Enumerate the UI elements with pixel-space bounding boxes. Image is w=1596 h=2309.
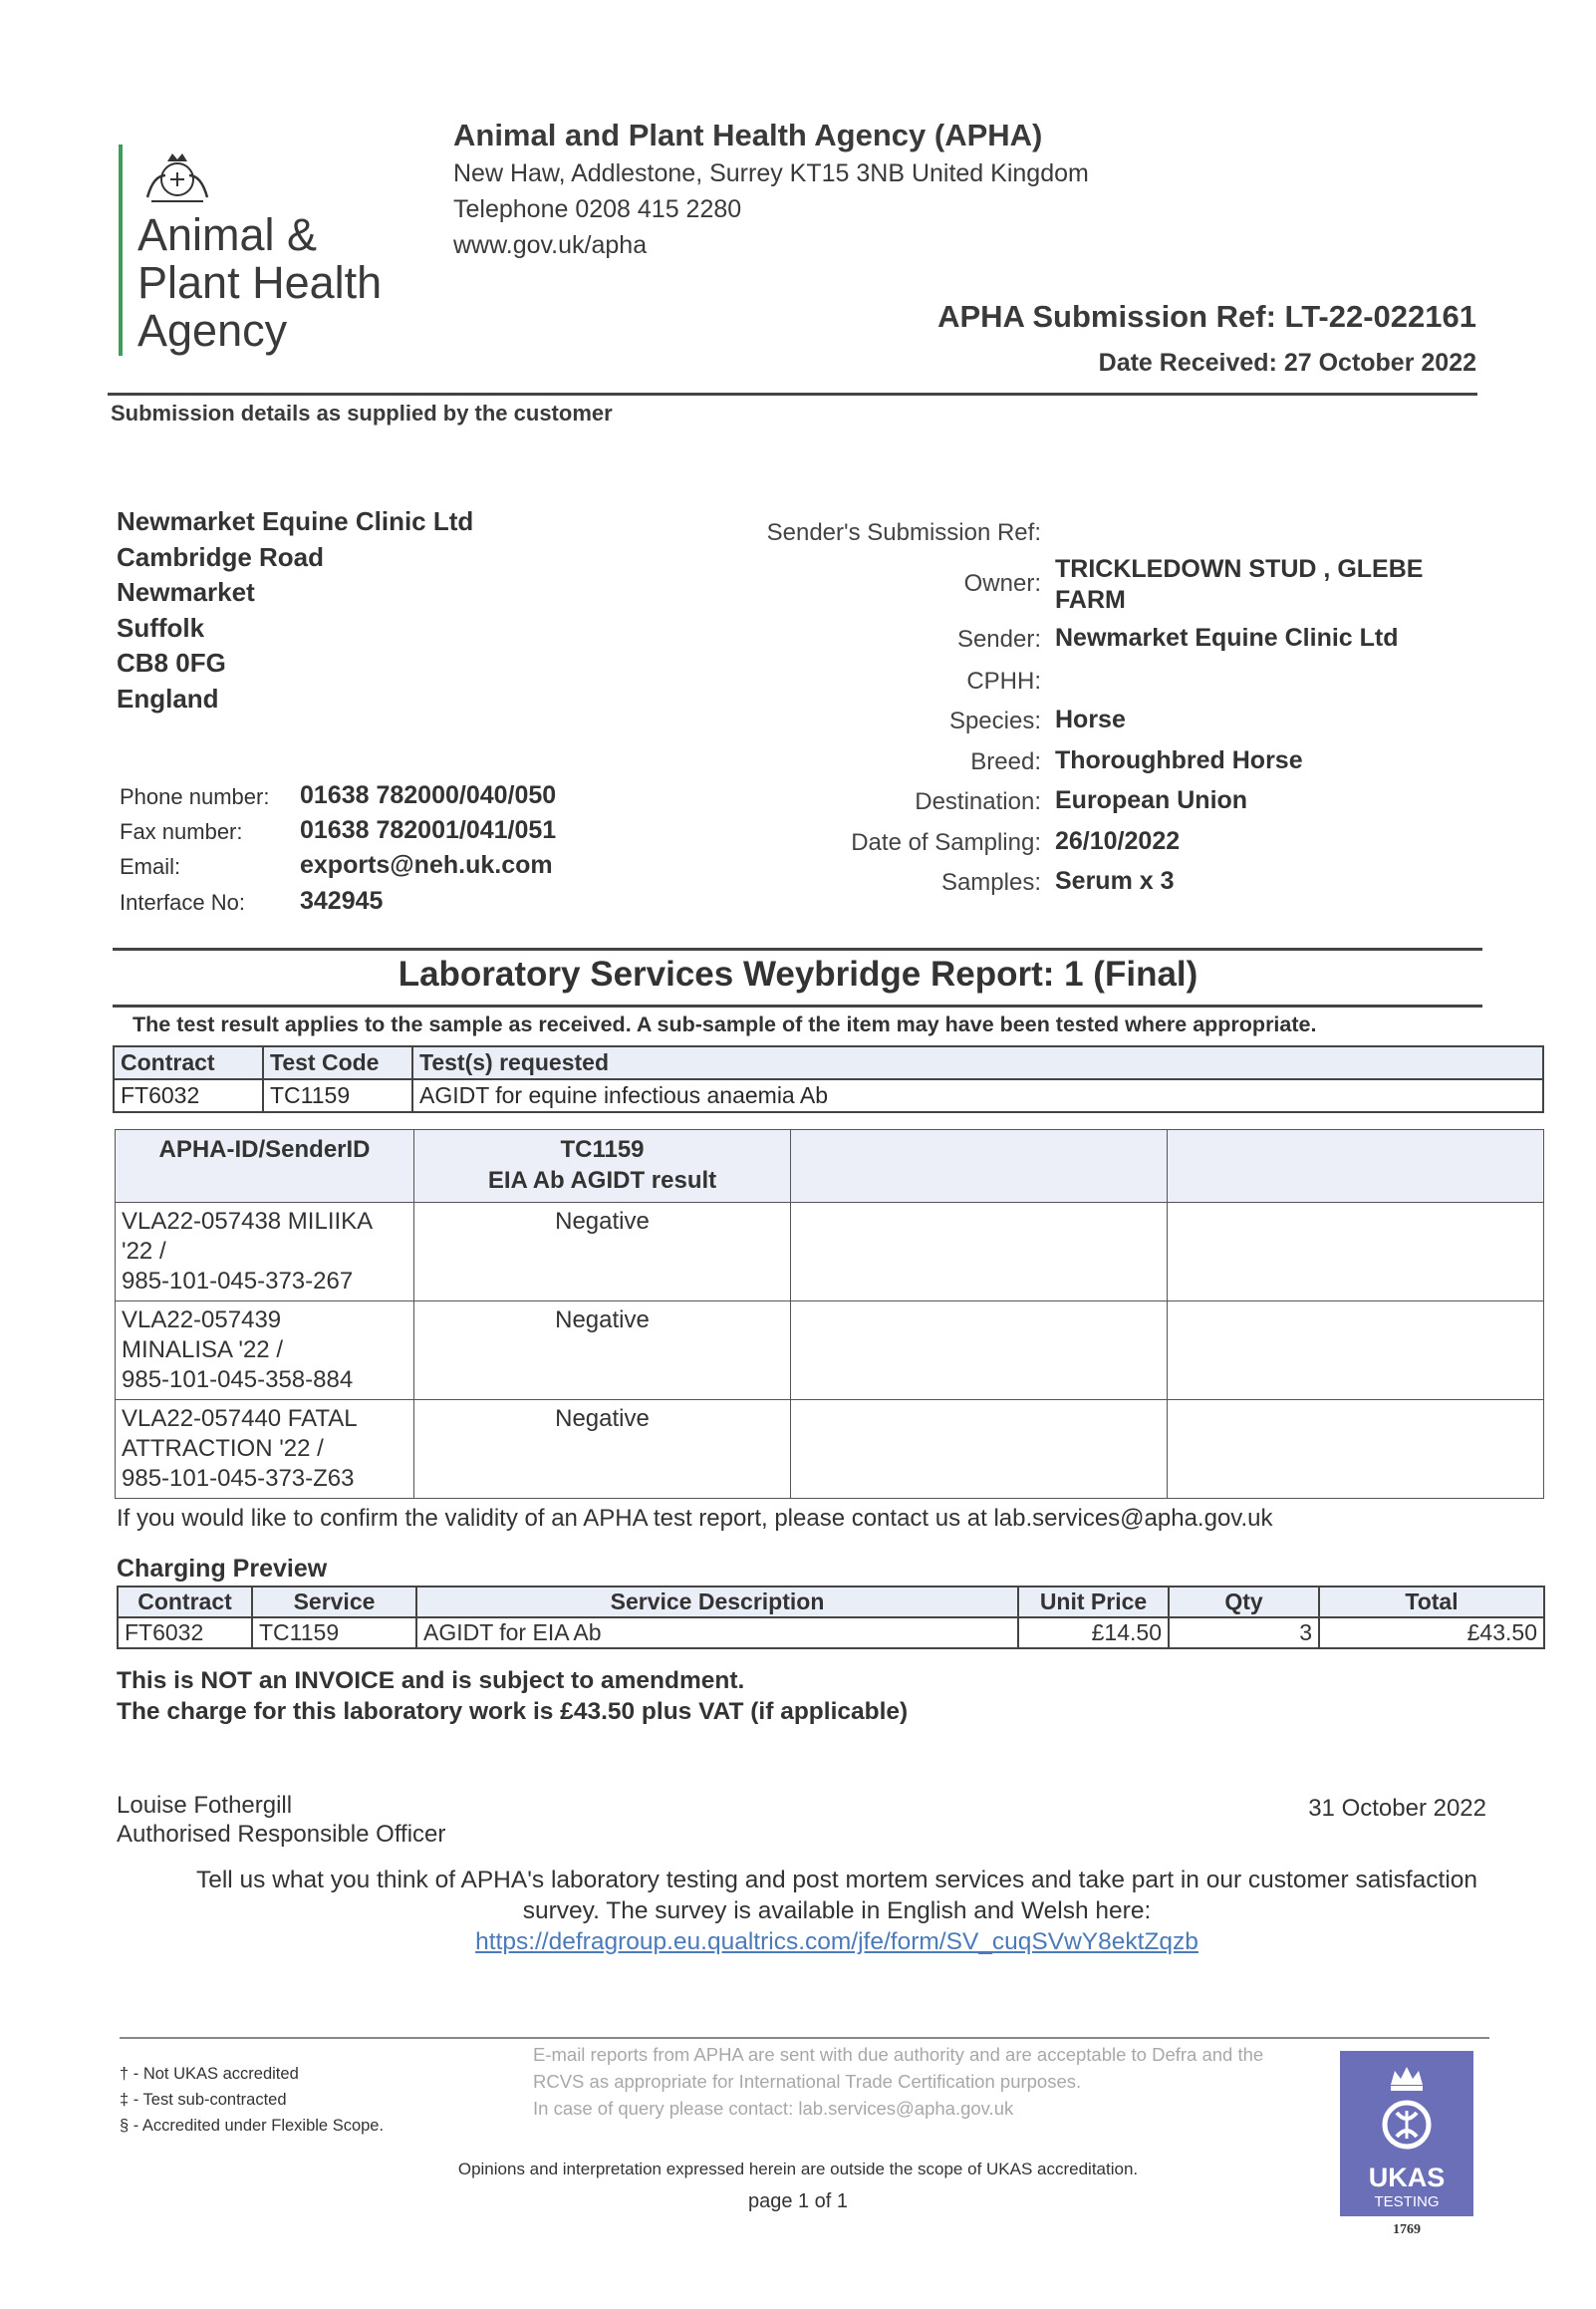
cphh-label: CPHH:: [966, 668, 1041, 695]
survey-block: [120, 1865, 1554, 1957]
sample-id-line: VLA22-057439: [122, 1306, 282, 1333]
sender-label: Sender:: [956, 626, 1041, 653]
report-divider-bottom: [113, 1005, 1482, 1008]
signoff: [117, 1791, 445, 1849]
table-header-row: [114, 1046, 1543, 1079]
interface-label: Interface No:: [120, 890, 245, 915]
result-cell: Negative: [414, 1203, 791, 1301]
table-row: [114, 1079, 1543, 1112]
sample-id-line: ATTRACTION '22 /: [122, 1435, 324, 1462]
signer-name: Louise Fothergill: [117, 1792, 293, 1819]
legend-item: § - Accredited under Flexible Scope.: [120, 2117, 385, 2135]
ukas-number: 1769: [1393, 2222, 1421, 2237]
table-header-row: [118, 1587, 1544, 1617]
sample-id-cell: [116, 1301, 414, 1400]
ukas-wordmark: UKAS: [1368, 2163, 1446, 2192]
address-line: Suffolk: [117, 612, 205, 643]
table-cell: AGIDT for EIA Ab: [416, 1617, 1018, 1648]
signer-role: Authorised Responsible Officer: [117, 1821, 446, 1848]
breed-label: Breed:: [970, 748, 1041, 775]
survey-text-line: Tell us what you think of APHA's laboratory testing and post mortem services and take part in our customer satisfaction: [195, 1867, 1478, 1893]
sample-id-line: 985-101-045-373-Z63: [122, 1465, 355, 1492]
ukas-testing-label: TESTING: [1374, 2193, 1440, 2210]
owner-value: [1055, 554, 1423, 616]
column-header: Unit Price: [1018, 1587, 1169, 1617]
sender-value: Newmarket Equine Clinic Ltd: [1055, 624, 1399, 652]
column-header: Qty: [1169, 1587, 1319, 1617]
royal-crest-icon: [137, 147, 217, 207]
invoice-note: [117, 1665, 908, 1727]
report-title: Laboratory Services Weybridge Report: 1 (Final): [398, 955, 1198, 994]
submission-ref: APHA Submission Ref: LT-22-022161: [937, 299, 1476, 334]
result-cell: Negative: [414, 1400, 791, 1499]
table-cell: TC1159: [252, 1617, 416, 1648]
logo-line-1: Animal &: [137, 209, 318, 260]
empty-cell: [1168, 1203, 1544, 1301]
column-header: Test Code: [263, 1046, 412, 1079]
table-cell: FT6032: [118, 1617, 252, 1648]
header-divider: [108, 393, 1477, 396]
address-line: CB8 0FG: [117, 648, 226, 678]
signoff-date: 31 October 2022: [1308, 1795, 1486, 1822]
logo-accent-bar: [119, 144, 123, 356]
address-line: Newmarket Equine Clinic Ltd: [117, 506, 474, 536]
species-label: Species:: [948, 708, 1041, 734]
ukas-crown-icon: [1367, 2055, 1447, 2159]
sampling-date-value: 26/10/2022: [1055, 827, 1181, 855]
invoice-note-line: The charge for this laboratory work is £43.50 plus VAT (if applicable): [117, 1698, 909, 1725]
address-line: England: [117, 683, 219, 714]
table-row: [116, 1400, 1544, 1499]
email-note-text: E-mail reports from APHA are sent with due authority and are acceptable to Defra and the RCVS as appropriate for International Trade Certification purposes.: [533, 2044, 1264, 2092]
phone-label: Phone number:: [120, 784, 270, 809]
email-value: exports@neh.uk.com: [300, 851, 553, 879]
column-header: Service: [252, 1587, 416, 1617]
page-number: page 1 of 1: [747, 2190, 849, 2212]
invoice-note-line: This is NOT an INVOICE and is subject to amendment.: [117, 1667, 745, 1694]
org-website: www.gov.uk/apha: [453, 231, 648, 259]
org-address: New Haw, Addlestone, Surrey KT15 3NB United Kingdom: [453, 159, 1089, 187]
sampling-date-label: Date of Sampling:: [851, 829, 1041, 856]
report-divider-top: [113, 948, 1482, 951]
charging-table: [117, 1586, 1545, 1649]
table-header-row: [116, 1130, 1544, 1203]
sample-id-line: VLA22-057438 MILIIKA: [122, 1208, 374, 1235]
email-label: Email:: [120, 854, 181, 879]
empty-cell: [1168, 1301, 1544, 1400]
column-header: [791, 1130, 1168, 1203]
accreditation-legend: [120, 2061, 384, 2139]
report-note: The test result applies to the sample as received. A sub-sample of the item may have been tested where appropriate.: [133, 1012, 1317, 1036]
address-line: Cambridge Road: [117, 541, 325, 572]
survey-text-line: survey. The survey is available in English and Welsh here:: [522, 1897, 1152, 1924]
column-header: Contract: [114, 1046, 263, 1079]
destination-value: European Union: [1055, 786, 1248, 814]
submission-caption: Submission details as supplied by the customer: [111, 401, 613, 426]
owner-line: FARM: [1055, 586, 1126, 614]
species-value: Horse: [1055, 706, 1126, 733]
owner-label: Owner:: [963, 570, 1041, 597]
survey-link[interactable]: https://defragroup.eu.qualtrics.com/jfe/form/SV_cuqSVwY8ektZqzb: [475, 1928, 1198, 1955]
owner-line: TRICKLEDOWN STUD , GLEBE: [1055, 555, 1424, 583]
address-line: Newmarket: [117, 577, 255, 607]
column-header: APHA-ID/SenderID: [116, 1130, 414, 1203]
table-row: [116, 1301, 1544, 1400]
interface-value: 342945: [300, 887, 384, 915]
sample-id-line: 985-101-045-358-884: [122, 1366, 354, 1393]
fax-label: Fax number:: [120, 819, 243, 844]
legend-item: ‡ - Test sub-contracted: [120, 2091, 287, 2109]
legend-item: † - Not UKAS accredited: [120, 2065, 299, 2083]
date-received: Date Received: 27 October 2022: [1098, 349, 1476, 377]
empty-cell: [1168, 1400, 1544, 1499]
email-reports-note: [533, 2041, 1270, 2122]
table-row: [118, 1617, 1544, 1648]
empty-cell: [791, 1301, 1168, 1400]
column-header: Total: [1319, 1587, 1544, 1617]
table-row: [116, 1203, 1544, 1301]
table-cell: FT6032: [114, 1079, 263, 1112]
validity-note: If you would like to confirm the validity of an APHA test report, please contact us at lab.services@apha.gov.uk: [117, 1505, 1273, 1532]
result-cell: Negative: [414, 1301, 791, 1400]
customer-address: [117, 504, 473, 717]
table-cell: £43.50: [1319, 1617, 1544, 1648]
fax-value: 01638 782001/041/051: [300, 816, 557, 844]
samples-value: Serum x 3: [1055, 867, 1175, 895]
email-note-contact: In case of query please contact: lab.services@apha.gov.uk: [533, 2098, 1014, 2119]
samples-label: Samples:: [940, 869, 1041, 896]
column-header-line: EIA Ab AGIDT result: [487, 1167, 717, 1194]
table-cell: TC1159: [263, 1079, 412, 1112]
column-header: Contract: [118, 1587, 252, 1617]
column-header: [414, 1130, 791, 1203]
phone-value: 01638 782000/040/050: [300, 781, 557, 809]
sample-id-line: 985-101-045-373-267: [122, 1268, 354, 1295]
table-cell: 3: [1169, 1617, 1319, 1648]
results-table: [115, 1129, 1544, 1499]
sample-id-line: '22 /: [122, 1238, 166, 1265]
sample-id-cell: [116, 1203, 414, 1301]
sample-id-line: VLA22-057440 FATAL: [122, 1405, 358, 1432]
org-telephone: Telephone 0208 415 2280: [453, 195, 742, 223]
org-name: Animal and Plant Health Agency (APHA): [453, 118, 1043, 152]
charging-title: Charging Preview: [117, 1555, 328, 1583]
tests-requested-table: [113, 1045, 1544, 1113]
breed-value: Thoroughbred Horse: [1055, 746, 1303, 774]
column-header: Service Description: [416, 1587, 1018, 1617]
column-header-line: TC1159: [560, 1136, 645, 1163]
empty-cell: [791, 1400, 1168, 1499]
logo-line-2: Plant Health: [137, 257, 383, 308]
logo-line-3: Agency: [137, 305, 288, 356]
sample-id-line: MINALISA '22 /: [122, 1336, 283, 1363]
destination-label: Destination:: [915, 788, 1041, 815]
ukas-opinions-note: Opinions and interpretation expressed herein are outside the scope of UKAS accreditation.: [457, 2160, 1139, 2178]
senders-ref-label: Sender's Submission Ref:: [766, 519, 1041, 546]
logo-wordmark: [137, 211, 382, 355]
table-cell: AGIDT for equine infectious anaemia Ab: [412, 1079, 1543, 1112]
footer-divider: [120, 2037, 1489, 2039]
empty-cell: [791, 1203, 1168, 1301]
column-header: [1168, 1130, 1544, 1203]
column-header: Test(s) requested: [412, 1046, 1543, 1079]
sample-id-cell: [116, 1400, 414, 1499]
table-cell: £14.50: [1018, 1617, 1169, 1648]
